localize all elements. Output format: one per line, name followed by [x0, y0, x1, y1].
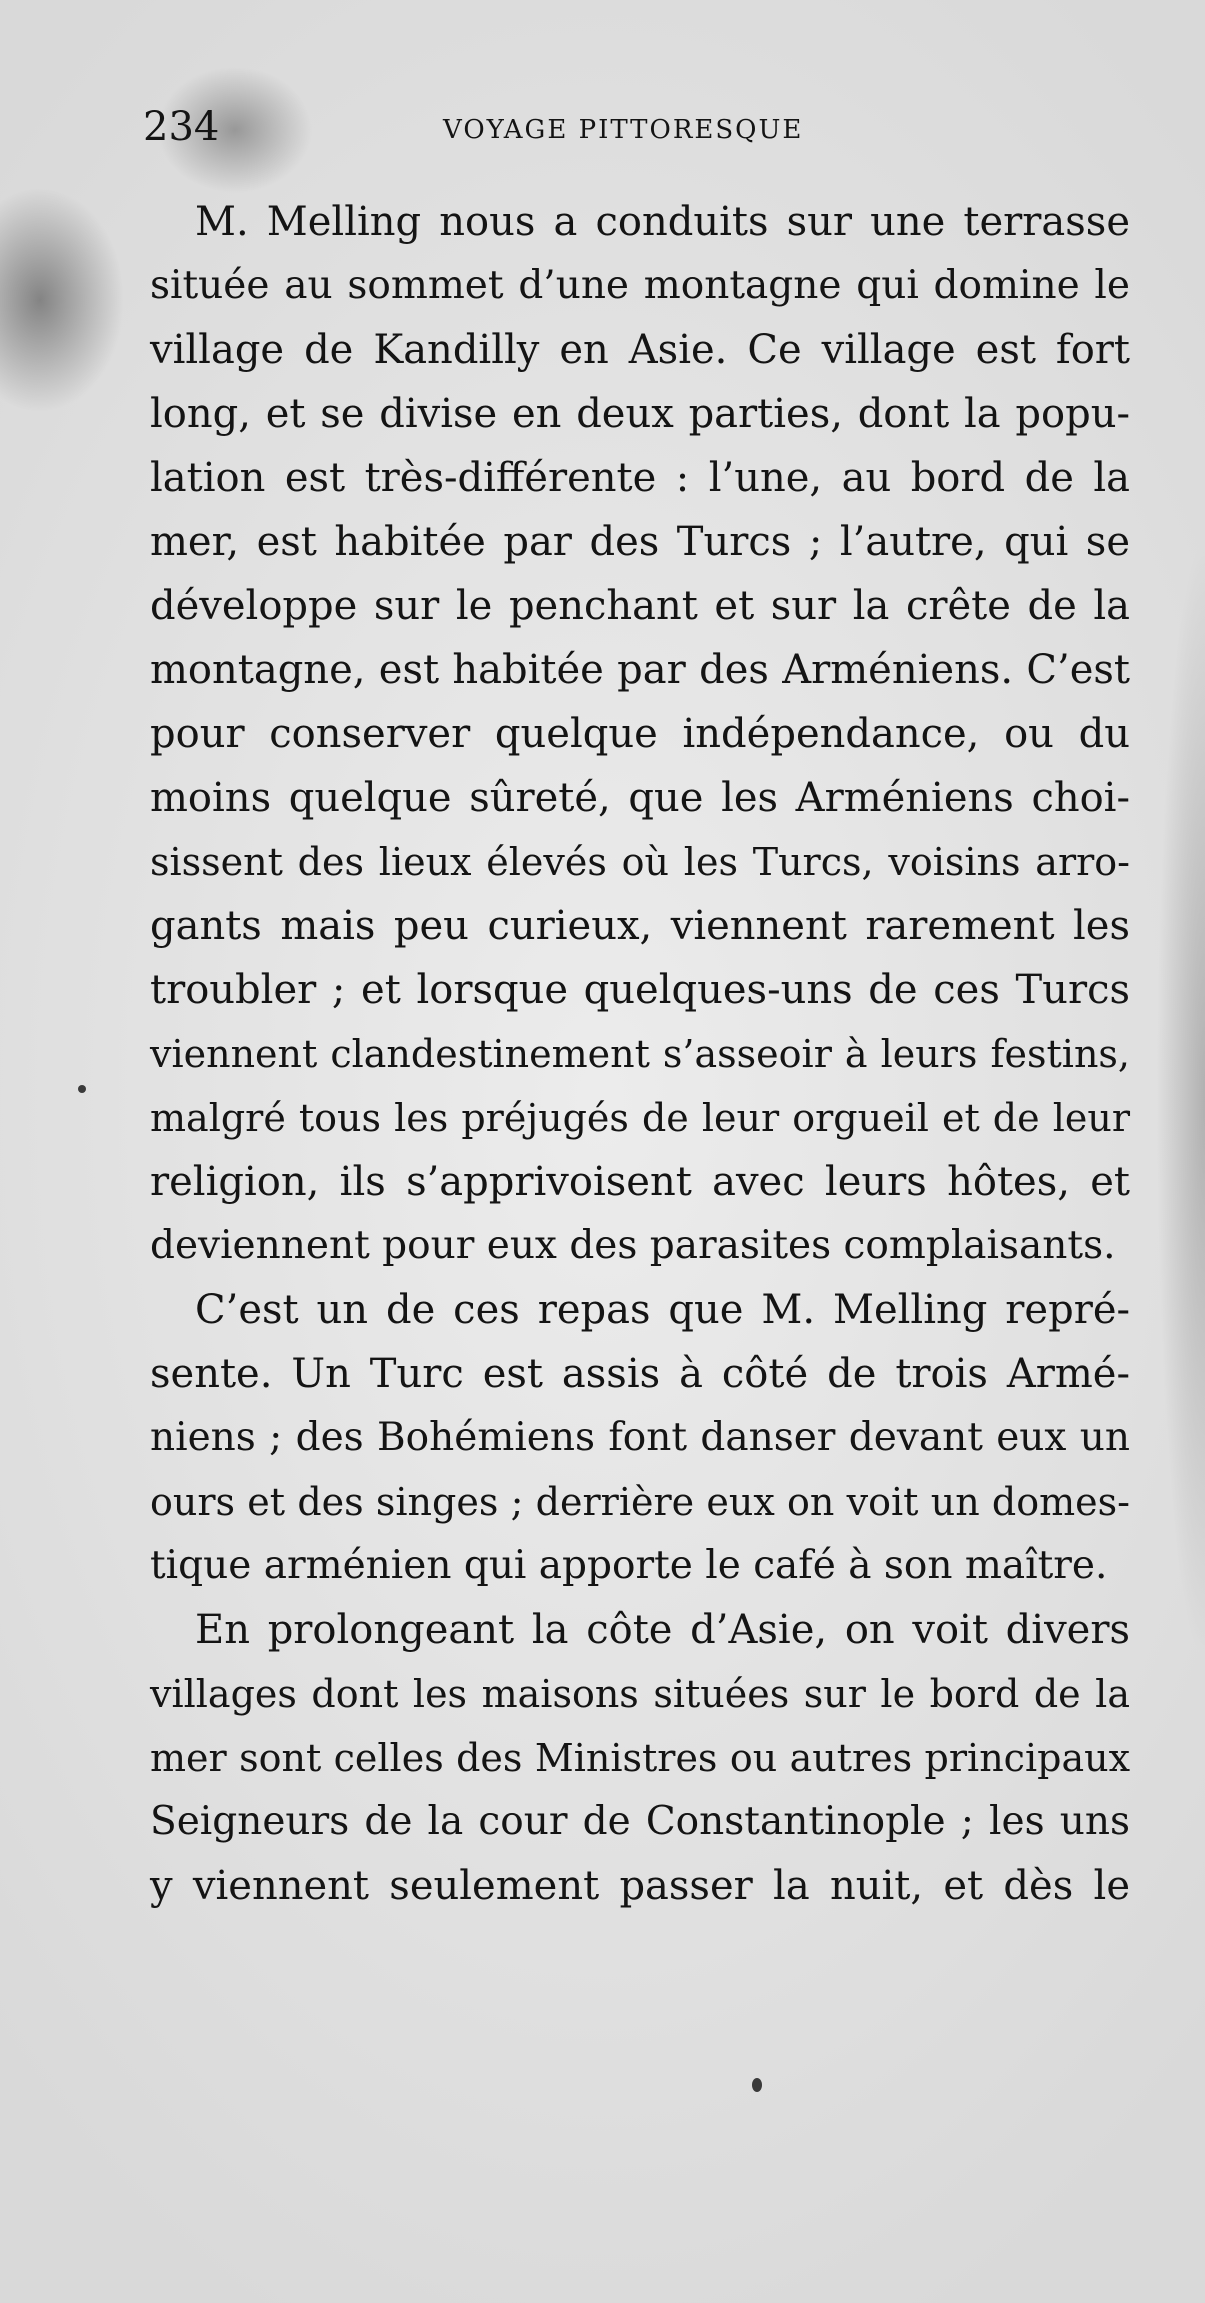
text-line: y viennent seulement passer la nuit, et dès le — [150, 1863, 1130, 1909]
paragraph — [150, 1598, 1130, 1918]
paper-speck — [752, 2078, 762, 2092]
text-line: long, et se divise en deux parties, dont la popu- — [150, 391, 1130, 437]
text-line: M. Melling nous a conduits sur une terrasse — [195, 199, 1130, 245]
text-line: mer sont celles des Ministres ou autres principaux — [150, 1736, 1130, 1780]
text-line: tique arménien qui apporte le café à son maître. — [150, 1543, 1108, 1588]
text-line: En prolongeant la côte d’Asie, on voit divers — [195, 1607, 1130, 1653]
text-line: gants mais peu curieux, viennent rarement les — [150, 903, 1130, 949]
text-line: deviennent pour eux des parasites complaisants. — [150, 1223, 1116, 1268]
text-line: lation est très-différente : l’une, au bord de la — [150, 455, 1130, 501]
text-line: sissent des lieux élevés où les Turcs, voisins arro- — [150, 840, 1130, 884]
text-line: ours et des singes ; derrière eux on voit un domes- — [150, 1480, 1130, 1524]
paragraph — [150, 1278, 1130, 1598]
text-line: village de Kandilly en Asie. Ce village est fort — [150, 327, 1130, 373]
paper-speck — [78, 1085, 86, 1093]
text-line: sente. Un Turc est assis à côté de trois Armé- — [150, 1351, 1130, 1397]
text-line: villages dont les maisons situées sur le bord de la — [150, 1672, 1130, 1716]
text-line: montagne, est habitée par des Arméniens. C’est — [150, 647, 1130, 693]
text-line: malgré tous les préjugés de leur orgueil et de leur — [150, 1096, 1130, 1140]
text-line: pour conserver quelque indépendance, ou du — [150, 711, 1130, 757]
text-line: viennent clandestinement s’asseoir à leurs festins, — [150, 1032, 1130, 1076]
text-line: mer, est habitée par des Turcs ; l’autre, qui se — [150, 519, 1130, 565]
running-title: VOYAGE PITTORESQUE — [443, 115, 804, 145]
text-line: moins quelque sûreté, que les Arméniens choi- — [150, 775, 1130, 821]
text-line: située au sommet d’une montagne qui domine le — [150, 263, 1130, 308]
paragraph — [150, 190, 1130, 1278]
text-line: Seigneurs de la cour de Constantinople ; les uns — [150, 1799, 1130, 1844]
text-line: troubler ; et lorsque quelques-uns de ces Turcs — [150, 967, 1130, 1013]
text-line: C’est un de ces repas que M. Melling repré- — [195, 1287, 1130, 1333]
text-line: niens ; des Bohémiens font danser devant eux un — [150, 1415, 1130, 1460]
page-number: 234 — [143, 104, 220, 150]
text-line: développe sur le penchant et sur la crête de la — [150, 583, 1130, 629]
page-header — [143, 102, 1111, 152]
text-line: religion, ils s’apprivoisent avec leurs hôtes, et — [150, 1159, 1130, 1205]
body-text — [150, 190, 1130, 1918]
